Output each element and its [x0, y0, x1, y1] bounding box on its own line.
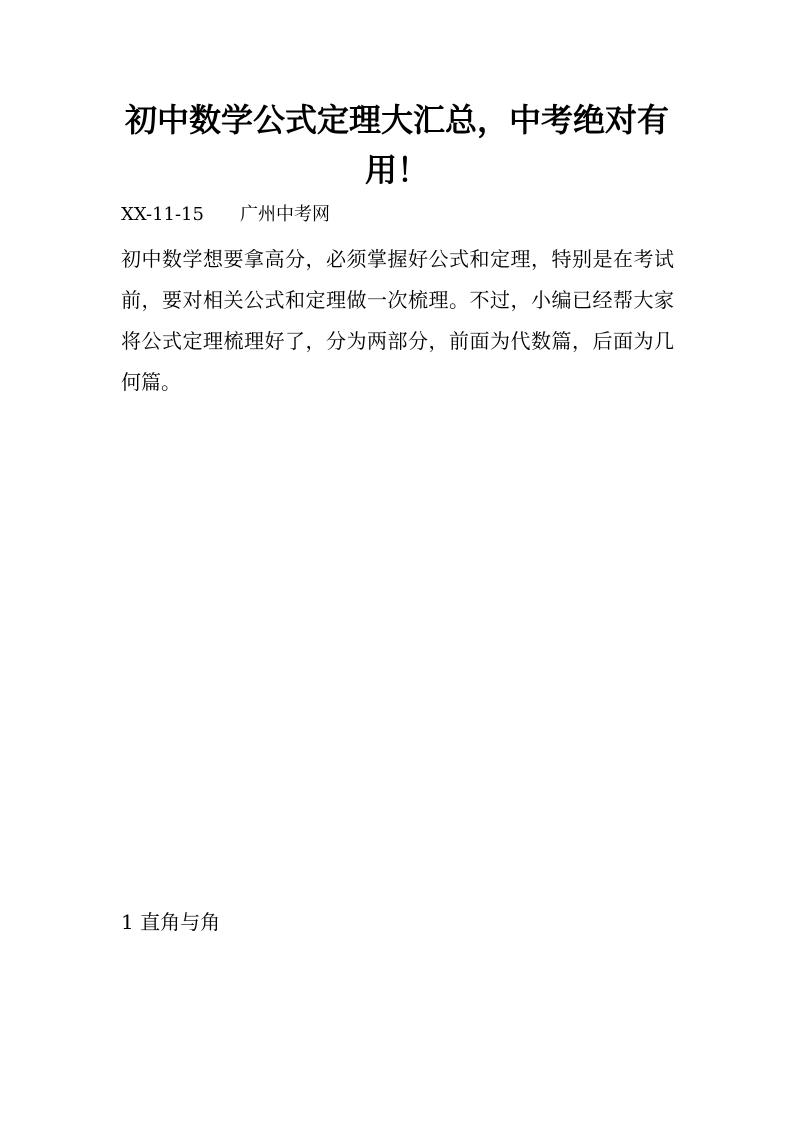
section-heading: 1 直角与角	[121, 910, 221, 934]
intro-paragraph: 初中数学想要拿高分，必须掌握好公式和定理，特别是在考试前，要对相关公式和定理做一次梳理。不过，小编已经帮大家将公式定理梳理好了，分为两部分，前面为代数篇，后面为几何篇。	[121, 247, 674, 394]
publish-date: XX-11-15	[121, 204, 204, 225]
article-meta	[121, 201, 330, 229]
source-name: 广州中考网	[239, 204, 330, 225]
document-title: 初中数学公式定理大汇总，中考绝对有用！	[124, 101, 669, 189]
